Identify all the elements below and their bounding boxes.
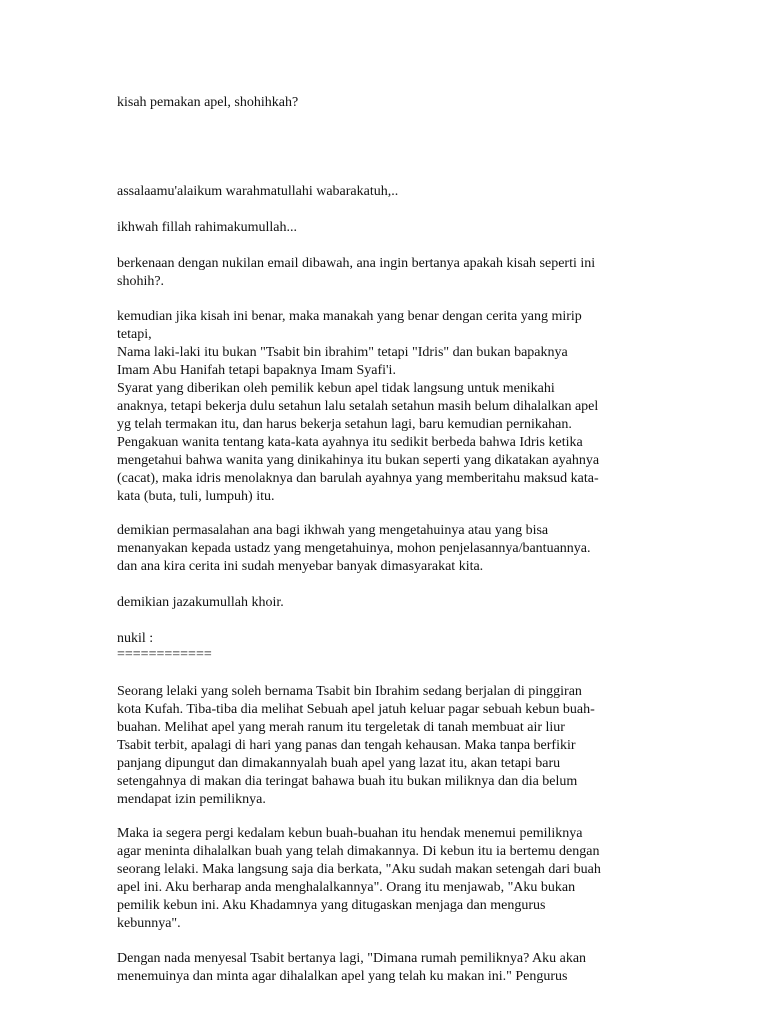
paragraph-line: Nama laki-laki itu bukan "Tsabit bin ibrahim" tetapi "Idris" dan bukan bapaknya — [117, 345, 568, 360]
closing-line: demikian jazakumullah khoir. — [117, 595, 284, 610]
paragraph-line: kemudian jika kisah ini benar, maka manakah yang benar dengan cerita yang mirip — [117, 309, 582, 324]
paragraph-line: Pengakuan wanita tentang kata-kata ayahnya itu sedikit berbeda bahwa Idris ketika — [117, 435, 583, 450]
story-line: Tsabit terbit, apalagi di hari yang panas dan tengah kehausan. Maka tanpa berfikir — [117, 738, 576, 753]
paragraph-line: menanyakan kepada ustadz yang mengetahuinya, mohon penjelasannya/bantuannya. — [117, 541, 591, 556]
story-line: menemuinya dan minta agar dihalalkan apel yang telah ku makan ini." Pengurus — [117, 969, 568, 984]
paragraph-line: yg telah termakan itu, dan harus bekerja setahun lagi, baru kemudian pernikahan. — [117, 417, 572, 432]
story-line: apel ini. Aku berharap anda menghalalkannya". Orang itu menjawab, "Aku bukan — [117, 880, 576, 895]
story-line: kebunnya". — [117, 916, 181, 931]
story-line: seorang lelaki. Maka langsung saja dia berkata, "Aku sudah makan setengah dari buah — [117, 862, 601, 877]
story-line: kota Kufah. Tiba-tiba dia melihat Sebuah apel jatuh keluar pagar sebuah kebun buah- — [117, 702, 595, 717]
story-line: buahan. Melihat apel yang merah ranum itu tergeletak di tanah membuat air liur — [117, 720, 565, 735]
address-line: ikhwah fillah rahimakumullah... — [117, 220, 298, 235]
story-line: mendapat izin pemiliknya. — [117, 792, 266, 807]
paragraph-line: mengetahui bahwa wanita yang dinikahinya itu bukan seperti yang dikatakan ayahnya — [117, 453, 600, 468]
story-line: agar meninta dihalalkan buah yang telah dimakannya. Di kebun itu ia bertemu dengan — [117, 844, 600, 859]
story-line: Seorang lelaki yang soleh bernama Tsabit bin Ibrahim sedang berjalan di pinggiran — [117, 684, 582, 699]
separator-line: ============ — [117, 647, 212, 662]
paragraph-line: demikian permasalahan ana bagi ikhwah yang mengetahuinya atau yang bisa — [117, 523, 549, 538]
nukil-label: nukil : — [117, 631, 154, 646]
greeting-line: assalaamu'alaikum warahmatullahi wabarakatuh,.. — [117, 184, 399, 199]
document-title: kisah pemakan apel, shohihkah? — [117, 95, 299, 110]
story-line: panjang dipungut dan dimakannyalah buah apel yang lazat itu, akan tetapi baru — [117, 756, 561, 771]
story-line: Maka ia segera pergi kedalam kebun buah-buahan itu hendak menemui pemiliknya — [117, 826, 583, 841]
paragraph-line: Imam Abu Hanifah tetapi bapaknya Imam Syafi'i. — [117, 363, 396, 378]
paragraph-line: tetapi, — [117, 327, 152, 342]
story-line: setengahnya di makan dia teringat bahawa buah itu bukan miliknya dan dia belum — [117, 774, 578, 789]
paragraph-line: kata (buta, tuli, lumpuh) itu. — [117, 489, 275, 504]
paragraph-line: shohih?. — [117, 274, 165, 289]
paragraph-line: (cacat), maka idris menolaknya dan barulah ayahnya yang memberitahu maksud kata- — [117, 471, 599, 486]
paragraph-line: Syarat yang diberikan oleh pemilik kebun apel tidak langsung untuk menikahi — [117, 381, 555, 396]
paragraph-line: berkenaan dengan nukilan email dibawah, ana ingin bertanya apakah kisah seperti ini — [117, 256, 596, 271]
paragraph-line: anaknya, tetapi bekerja dulu setahun lalu setalah setahun masih belum dihalalkan apel — [117, 399, 599, 414]
story-line: Dengan nada menyesal Tsabit bertanya lagi, "Dimana rumah pemiliknya? Aku akan — [117, 951, 587, 966]
paragraph-line: dan ana kira cerita ini sudah menyebar banyak dimasyarakat kita. — [117, 559, 484, 574]
story-line: pemilik kebun ini. Aku Khadamnya yang ditugaskan menjaga dan mengurus — [117, 898, 546, 913]
